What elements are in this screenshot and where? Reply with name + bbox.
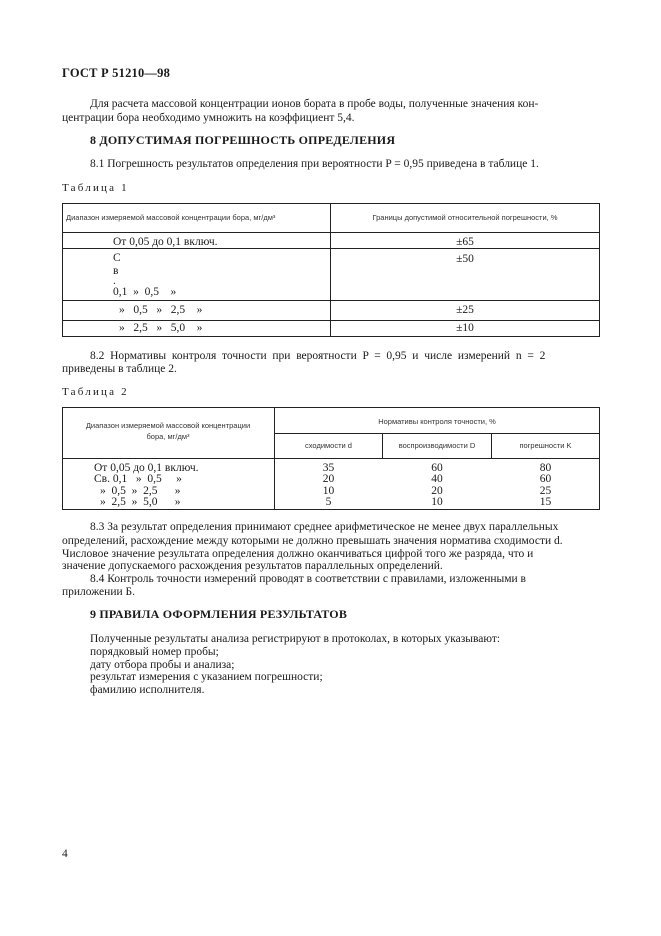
table-2-D-3: 20: [431, 485, 443, 497]
intro-line-1: Для расчета массовой концентрации ионов бората в пробе воды, полученные значения кон-: [90, 98, 539, 110]
table-2-col1-header-line-2: бора, мг/дм³: [146, 432, 190, 441]
table-1-row-border: [62, 300, 600, 301]
section-9-intro: Полученные результаты анализа регистрируют в протоколах, в которых указывают:: [90, 633, 501, 645]
table-2-bottom-border: [62, 509, 600, 510]
table-1-bottom-border: [62, 336, 600, 337]
table-1-row-1-error: ±65: [456, 236, 474, 248]
table-1-caption: Таблица 1: [62, 182, 129, 194]
table-2-subheader-divider: [491, 433, 492, 459]
table-2-K-4: 15: [539, 496, 552, 508]
document-code: ГОСТ Р 51210—98: [62, 66, 171, 80]
table-2-subheader-D: воспроизводимости D: [398, 441, 476, 450]
table-1-col1-header: Диапазон измеряемой массовой концентрации бора, мг/дм³: [66, 213, 276, 222]
table-1-row-2-range-c: .: [113, 275, 116, 287]
table-1-row-2-error: ±50: [456, 253, 474, 265]
table-2-subheader-d: сходимости d: [305, 441, 352, 450]
paragraph-8-2-line-1: 8.2 Нормативы контроля точности при вероятности P = 0,95 и числе измерений n = 2: [90, 350, 546, 362]
table-2-left-border: [62, 407, 63, 510]
section-9-item-2: дату отбора пробы и анализа;: [90, 659, 235, 671]
table-2-group-header: Нормативы контроля точности, %: [378, 417, 496, 426]
table-1-row-3-range: » 0,5 » 2,5 »: [119, 304, 203, 316]
intro-line-2: центрации бора необходимо умножить на коэффициент 5,4.: [62, 112, 355, 124]
paragraph-8-1: 8.1 Погрешность результатов определения при вероятности P = 0,95 приведена в таблице 1.: [90, 158, 539, 170]
table-1-column-divider: [330, 203, 331, 337]
table-2-range-2: Св. 0,1 » 0,5 »: [94, 473, 182, 485]
section-9-title: 9 ПРАВИЛА ОФОРМЛЕНИЯ РЕЗУЛЬТАТОВ: [90, 607, 348, 621]
table-2-d-1: 35: [322, 462, 335, 474]
table-2-D-1: 60: [431, 462, 443, 474]
table-2-right-border: [599, 407, 600, 510]
table-1-row-4-range: » 2,5 » 5,0 »: [119, 322, 203, 334]
table-2-K-2: 60: [539, 473, 552, 485]
table-2-group-header-border: [274, 433, 600, 434]
table-1-row-3-error: ±25: [456, 304, 474, 316]
table-2-D-4: 10: [431, 496, 443, 508]
table-1-top-border: [62, 203, 600, 204]
table-2-column-divider: [274, 407, 275, 510]
table-1-col2-header: Границы допустимой относительной погрешности, %: [372, 213, 558, 222]
section-9-item-1: порядковый номер пробы;: [90, 646, 219, 658]
paragraph-8-3-line-4: значение допускаемого расхождения результатов параллельных определений.: [62, 560, 443, 572]
table-1-right-border: [599, 203, 600, 337]
table-1-row-2-range-d: 0,1 » 0,5 »: [113, 286, 177, 298]
table-1-row-1-range: От 0,05 до 0,1 включ.: [113, 236, 218, 248]
paragraph-8-3-line-3: Числовое значение результата определения должно оканчиваться цифрой того же разряда, что и: [62, 548, 534, 560]
paragraph-8-3-line-2: определений, расхождение между которыми не должно превышать значения норматива сходимости d.: [62, 535, 563, 547]
table-2-d-3: 10: [322, 485, 335, 497]
table-1-row-2-range-b: в: [113, 265, 119, 277]
paragraph-8-4-line-1: 8.4 Контроль точности измерений проводят в соответствии с правилами, изложенными в: [90, 573, 526, 585]
table-1-row-4-error: ±10: [456, 322, 474, 334]
table-2-subheader-divider: [382, 433, 383, 459]
paragraph-8-4-line-2: приложении Б.: [62, 586, 135, 598]
table-2-col1-header-line-1: Диапазон измеряемой массовой концентрации: [85, 421, 251, 430]
table-2-D-2: 40: [431, 473, 443, 485]
table-2-d-2: 20: [322, 473, 335, 485]
section-9-item-3: результат измерения с указанием погрешности;: [90, 671, 323, 683]
paragraph-8-3-line-1: 8.3 За результат определения принимают среднее арифметическое не менее двух параллельных: [90, 521, 559, 533]
table-2-header-border: [62, 458, 600, 459]
table-2-K-1: 80: [539, 462, 552, 474]
paragraph-8-2-line-2: приведены в таблице 2.: [62, 363, 177, 375]
table-1-left-border: [62, 203, 63, 337]
table-2-caption: Таблица 2: [62, 386, 129, 398]
page-number: 4: [62, 848, 68, 860]
table-1-row-2-range-a: С: [113, 252, 121, 264]
table-2-range-1: От 0,05 до 0,1 включ.: [94, 462, 199, 474]
table-2-top-border: [62, 407, 600, 408]
section-9-item-4: фамилию исполнителя.: [90, 684, 205, 696]
table-2-range-4: » 2,5 » 5,0 »: [100, 496, 181, 508]
table-2-K-3: 25: [539, 485, 552, 497]
table-1-header-border: [62, 232, 600, 233]
section-8-title: 8 ДОПУСТИМАЯ ПОГРЕШНОСТЬ ОПРЕДЕЛЕНИЯ: [90, 133, 396, 147]
table-2-range-3: » 0,5 » 2,5 »: [100, 485, 181, 497]
table-2-subheader-K: погрешности K: [519, 441, 572, 450]
table-2-d-4: 5: [325, 496, 332, 508]
